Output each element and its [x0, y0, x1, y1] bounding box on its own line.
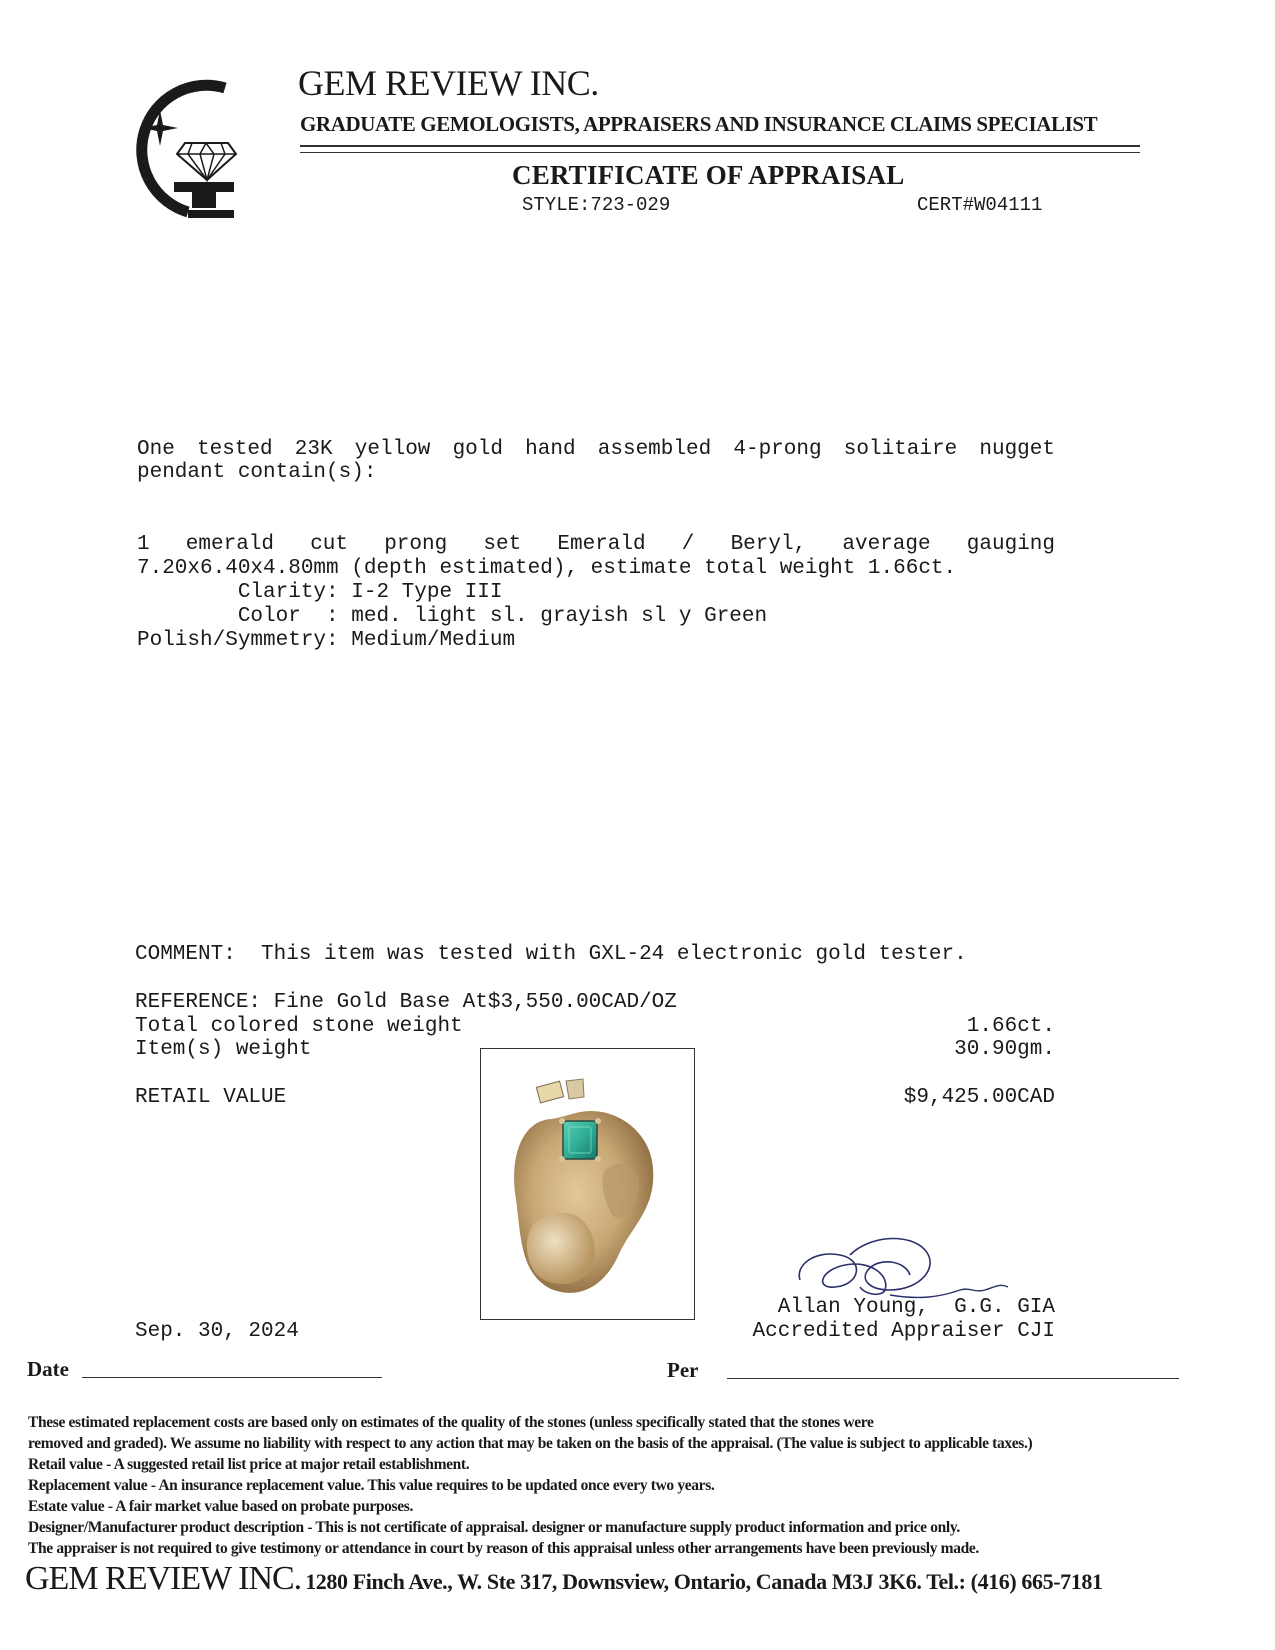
stone-color: Color : med. light sl. grayish sl y Green — [137, 605, 768, 628]
certificate-title: CERTIFICATE OF APPRAISAL — [512, 160, 905, 190]
reference-gold-base: REFERENCE: Fine Gold Base At$3,550.00CAD/OZ — [135, 991, 677, 1014]
header-rule — [300, 145, 1140, 153]
disclaimer-line: The appraiser is not required to give testimony or attendance in court by reason of this appraisal unless other arrangements have been previously made. — [28, 1540, 979, 1557]
style-number: STYLE:723-029 — [522, 194, 671, 216]
footer — [25, 1560, 1103, 1598]
footer-company-name: GEM REVIEW INC. — [25, 1560, 302, 1597]
date-label: Date — [27, 1357, 69, 1381]
item-description-line-2: pendant contain(s): — [137, 461, 377, 484]
per-signature-line — [727, 1378, 1179, 1379]
item-weight-label: Item(s) weight — [135, 1038, 312, 1061]
gold-nugget-pendant-image — [481, 1049, 694, 1319]
disclaimer — [28, 1412, 1248, 1559]
stone-line-1: 1 emerald cut prong set Emerald / Beryl, average gauging — [137, 533, 1055, 556]
retail-value-label: RETAIL VALUE — [135, 1086, 287, 1109]
appraiser-name: Allan Young, G.G. GIA — [777, 1296, 1055, 1319]
stone-clarity: Clarity: I-2 Type III — [137, 581, 503, 604]
stone-weight-label: Total colored stone weight — [135, 1015, 463, 1038]
pendant-photo — [480, 1048, 695, 1320]
disclaimer-line: These estimated replacement costs are based only on estimates of the quality of the stones (unless specifically stated that the stones were — [28, 1414, 874, 1431]
retail-value-amount: $9,425.00CAD — [903, 1086, 1055, 1109]
comment: COMMENT: This item was tested with GXL-24 electronic gold tester. — [135, 943, 967, 966]
footer-address: 1280 Finch Ave., W. Ste 317, Downsview, Ontario, Canada M3J 3K6. Tel.: (416) 665-7181 — [305, 1569, 1103, 1594]
disclaimer-line: Estate value - A fair market value based on probate purposes. — [28, 1498, 413, 1515]
company-name: GEM REVIEW INC. — [298, 63, 599, 103]
disclaimer-line: Designer/Manufacturer product description - This is not certificate of appraisal. designer or manufacture supply product information and price only. — [28, 1519, 960, 1536]
item-weight-value: 30.90gm. — [954, 1038, 1055, 1061]
stone-polish-symmetry: Polish/Symmetry: Medium/Medium — [137, 629, 516, 652]
disclaimer-line: removed and graded). We assume no liability with respect to any action that may be taken on the basis of the appraisal. (The value is subject to applicable taxes.) — [28, 1435, 1033, 1452]
stone-weight-value: 1.66ct. — [966, 1015, 1055, 1038]
per-label: Per — [667, 1358, 699, 1382]
certificate-number: CERT#W04111 — [917, 194, 1043, 216]
appraisal-date: Sep. 30, 2024 — [135, 1320, 299, 1343]
appraiser-title: Accredited Appraiser CJI — [752, 1320, 1055, 1343]
disclaimer-line: Replacement value - An insurance replacement value. This value requires to be updated once every two years. — [28, 1477, 715, 1494]
stone-line-2: 7.20x6.40x4.80mm (depth estimated), estimate total weight 1.66ct. — [137, 557, 957, 580]
date-signature-line — [82, 1377, 382, 1378]
company-tagline: GRADUATE GEMOLOGISTS, APPRAISERS AND INSURANCE CLAIMS SPECIALIST — [300, 112, 1098, 136]
company-logo — [110, 70, 245, 220]
disclaimer-line: Retail value - A suggested retail list price at major retail establishment. — [28, 1456, 470, 1473]
item-description-line-1: One tested 23K yellow gold hand assembled 4-prong solitaire nugget — [137, 438, 1055, 461]
